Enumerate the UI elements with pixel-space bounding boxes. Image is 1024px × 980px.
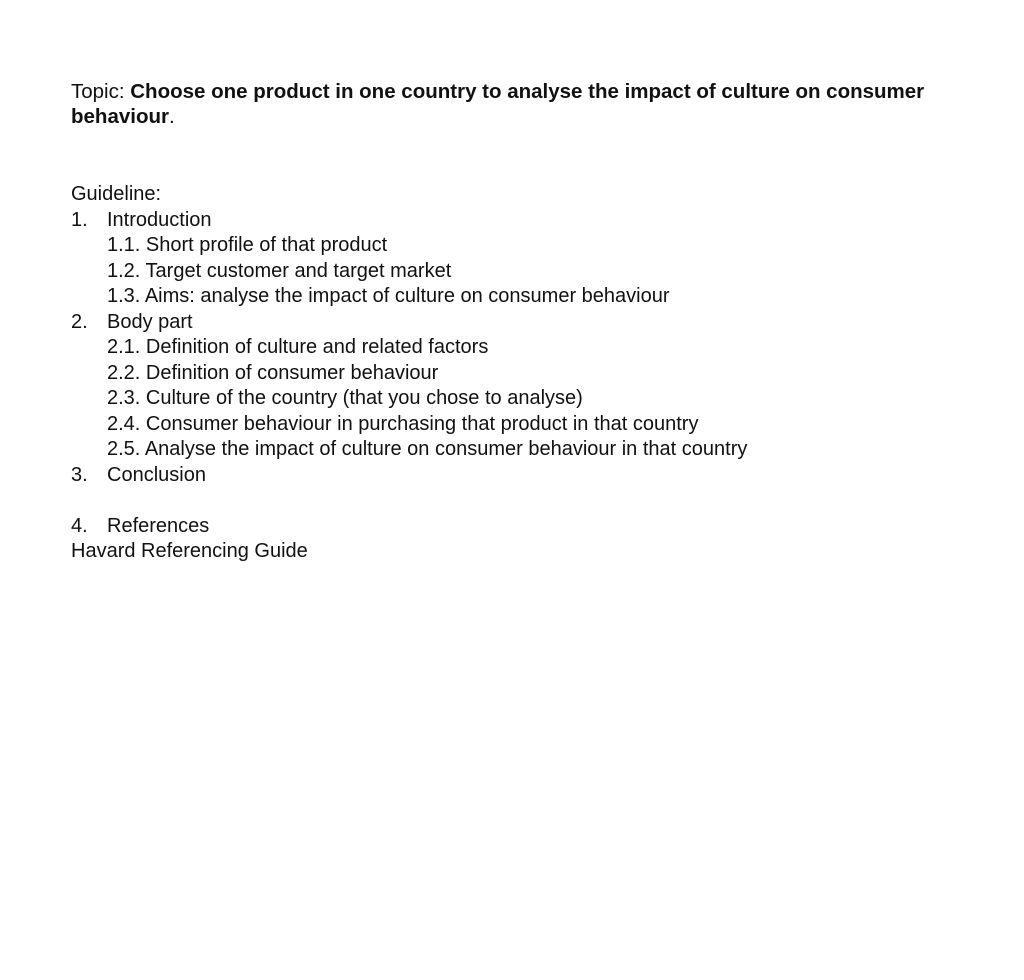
list-item: 1.2. Target customer and target market bbox=[107, 259, 452, 282]
section-number: 4. bbox=[71, 514, 88, 537]
topic-end: . bbox=[168, 105, 175, 128]
referencing-guide-note: Havard Referencing Guide bbox=[71, 540, 308, 562]
section-label: Introduction bbox=[107, 208, 212, 231]
list-item: 2.3. Culture of the country (that you chose to analyse) bbox=[107, 387, 583, 409]
topic-label: Topic: bbox=[71, 80, 131, 103]
section-number: 2. bbox=[71, 310, 88, 333]
section-body-part bbox=[71, 310, 1001, 336]
guideline-heading: Guideline: bbox=[71, 183, 162, 205]
list-item: 1.1. Short profile of that product bbox=[107, 234, 388, 256]
guideline-section bbox=[71, 182, 1001, 565]
section-number: 1. bbox=[71, 208, 88, 231]
section-label: Body part bbox=[107, 310, 193, 333]
list-item: 2.2. Definition of consumer behaviour bbox=[107, 361, 439, 384]
section-label: References bbox=[107, 514, 210, 537]
topic-paragraph bbox=[71, 79, 1001, 129]
list-item: 2.5. Analyse the impact of culture on consumer behaviour in that country bbox=[107, 438, 748, 460]
document-page bbox=[71, 79, 1001, 565]
section-references bbox=[71, 514, 1001, 540]
list-item: 2.1. Definition of culture and related factors bbox=[107, 336, 489, 358]
section-label: Conclusion bbox=[107, 463, 206, 486]
section-number: 3. bbox=[71, 463, 88, 486]
list-item: 2.4. Consumer behaviour in purchasing that product in that country bbox=[107, 412, 699, 435]
spacer bbox=[71, 488, 1001, 514]
section-introduction bbox=[71, 208, 1001, 234]
list-item: 1.3. Aims: analyse the impact of culture on consumer behaviour bbox=[107, 285, 670, 307]
topic-title: Choose one product in one country to analyse the impact of culture on consumer behaviour bbox=[71, 80, 925, 128]
section-conclusion bbox=[71, 463, 1001, 489]
